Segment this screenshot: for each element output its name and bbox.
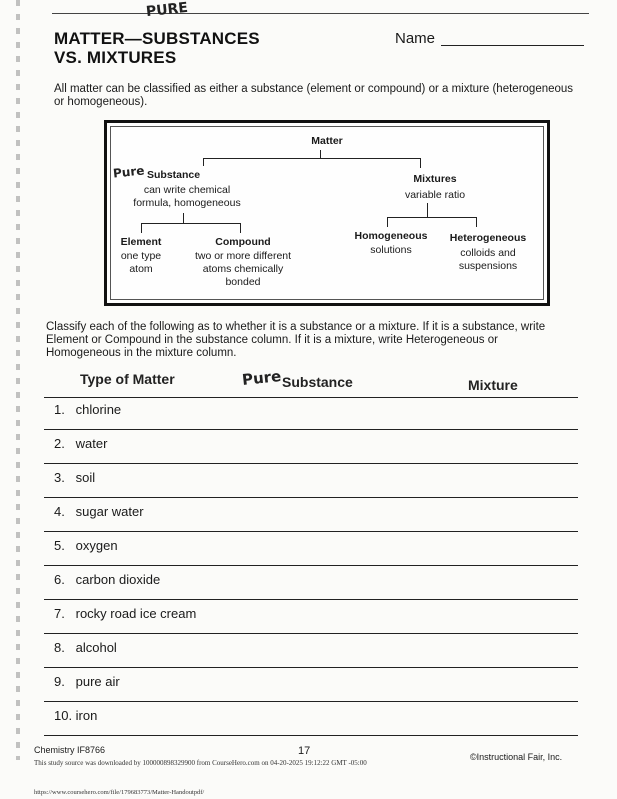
row-answer-line[interactable] [44, 667, 578, 668]
diagram-line [427, 203, 428, 217]
table-row [54, 504, 144, 519]
diagram-element-desc1: one type [120, 250, 162, 262]
row-item: rocky road ice cream [75, 606, 197, 621]
table-row [54, 606, 196, 621]
diagram-compound-desc1: two or more different [194, 250, 292, 262]
handwritten-pure-substance: Pure [112, 163, 146, 181]
diagram-line [203, 158, 421, 159]
diagram-matter: Matter [311, 135, 343, 147]
row-item: iron [75, 708, 98, 723]
diagram-element-desc2: atom [129, 263, 153, 275]
row-item: water [75, 436, 108, 451]
row-answer-line[interactable] [44, 531, 578, 532]
diagram-line [141, 223, 142, 233]
instructions-paragraph: Classify each of the following as to whether it is a substance or a mixture. If it is a substance, write Element or Compound in the substance column. If it is a mixture, write Heterogeneous or Homogeneous in the mixture column. [46, 321, 546, 359]
diagram-line [387, 217, 388, 227]
column-header-mixture: Mixture [468, 377, 518, 393]
name-field[interactable] [441, 45, 584, 46]
row-item: sugar water [75, 504, 144, 519]
handwritten-pure-title: PURE [145, 0, 189, 21]
diagram-substance: Substance [147, 169, 201, 181]
page-title-line2: VS. MIXTURES [54, 48, 177, 67]
row-number: 1. [54, 402, 65, 417]
row-answer-line[interactable] [44, 599, 578, 600]
row-number: 2. [54, 436, 65, 451]
row-item: oxygen [75, 538, 118, 553]
diagram-homogeneous-desc: solutions [370, 244, 412, 256]
table-row [54, 708, 97, 723]
diagram-heterogeneous: Heterogeneous [449, 232, 527, 244]
row-answer-line[interactable] [44, 565, 578, 566]
table-row [54, 674, 120, 689]
table-row [54, 470, 95, 485]
diagram-line [476, 217, 477, 227]
page-number: 17 [298, 745, 311, 757]
row-number: 7. [54, 606, 65, 621]
row-divider [44, 397, 578, 398]
row-item: carbon dioxide [75, 572, 161, 587]
row-answer-line[interactable] [44, 701, 578, 702]
column-header-type: Type of Matter [80, 371, 175, 387]
handwritten-pure-column: Pure [241, 366, 283, 390]
row-item: alcohol [75, 640, 117, 655]
table-row [54, 572, 160, 587]
page-title-line1: MATTER—SUBSTANCES [54, 29, 260, 48]
diagram-element: Element [120, 236, 162, 248]
row-number: 6. [54, 572, 65, 587]
diagram-line [387, 217, 477, 218]
diagram-line [141, 223, 241, 224]
classification-diagram [104, 120, 550, 306]
row-answer-line[interactable] [44, 633, 578, 634]
diagram-compound: Compound [215, 236, 271, 248]
diagram-line [183, 213, 184, 223]
diagram-line [420, 158, 421, 168]
table-row [54, 402, 121, 417]
diagram-line [320, 150, 321, 158]
row-number: 9. [54, 674, 65, 689]
row-number: 4. [54, 504, 65, 519]
row-item: chlorine [75, 402, 122, 417]
row-number: 10. [54, 708, 73, 723]
diagram-mixtures-desc: variable ratio [404, 189, 466, 201]
intro-paragraph: All matter can be classified as either a substance (element or compound) or a mixture (heterogeneous or homogeneous). [54, 83, 574, 108]
row-answer-line[interactable] [44, 735, 578, 736]
diagram-heterogeneous-desc1: colloids and [460, 247, 516, 259]
scan-edge [16, 0, 20, 760]
row-answer-line[interactable] [44, 497, 578, 498]
row-item: soil [75, 470, 96, 485]
diagram-line [240, 223, 241, 233]
row-number: 8. [54, 640, 65, 655]
diagram-homogeneous: Homogeneous [354, 230, 428, 242]
diagram-substance-desc1: can write chemical [143, 184, 231, 196]
row-number: 5. [54, 538, 65, 553]
row-item: pure air [75, 674, 120, 689]
source-notice: This study source was downloaded by 100000898329900 from CourseHero.com on 04-20-2025 19:12:22 GMT -05:00 [34, 759, 367, 767]
footer-copyright: ©Instructional Fair, Inc. [470, 752, 563, 762]
diagram-inner-border [110, 126, 544, 300]
table-row [54, 436, 107, 451]
row-number: 3. [54, 470, 65, 485]
column-header-substance: Substance [282, 374, 353, 390]
top-rule [52, 13, 589, 14]
diagram-heterogeneous-desc2: suspensions [458, 260, 518, 272]
source-url[interactable]: https://www.coursehero.com/file/179683773/Matter-Handoutpdf/ [34, 789, 205, 796]
diagram-mixtures: Mixtures [413, 173, 457, 185]
table-row [54, 538, 118, 553]
diagram-compound-desc2: atoms chemically [202, 263, 284, 275]
diagram-compound-desc3: bonded [225, 276, 261, 288]
name-label: Name [395, 30, 436, 47]
footer-publication: Chemistry IF8766 [34, 745, 106, 755]
table-row [54, 640, 117, 655]
row-answer-line[interactable] [44, 429, 578, 430]
diagram-line [203, 158, 204, 166]
row-answer-line[interactable] [44, 463, 578, 464]
diagram-substance-desc2: formula, homogeneous [133, 197, 241, 209]
